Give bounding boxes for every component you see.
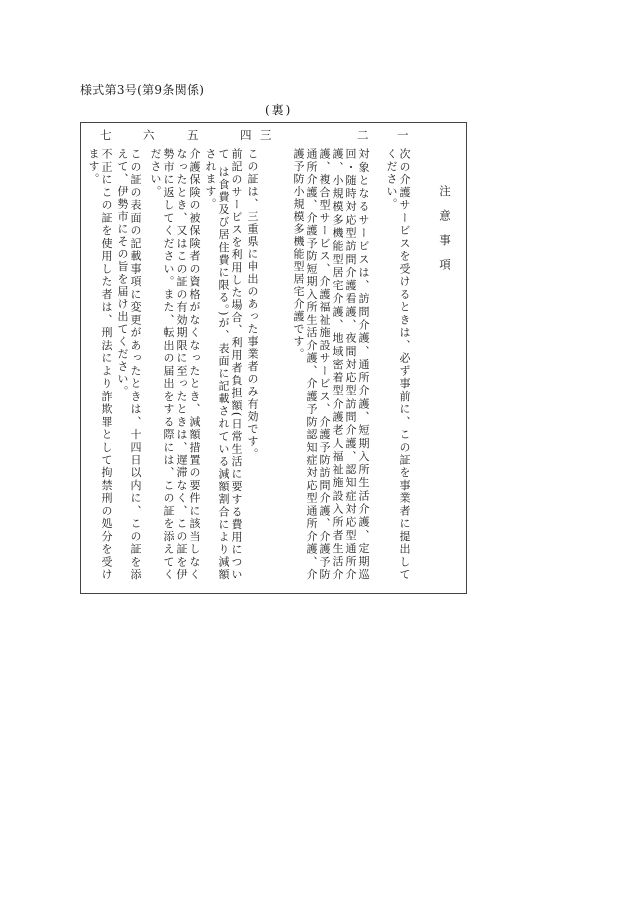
item-1-number: 一 [397,128,409,142]
item-7-text: 不正にこの証を使用した者は、刑法により詐欺罪として拘禁刑の処分を受けます。 [87,148,113,581]
form-number-label: 様式第3号(第9条関係) [80,83,205,97]
item-7-number: 七 [100,128,112,142]
item-4-text: 前記のサービスを利用した場合、利用者負担額(日常生活に要する費用について は食費及び居住費に限る。)が、表面に記載されている減額割合により減額されます。 [204,148,243,581]
item-5-text: 介護保険の被保険者の資格がなくなったとき、減額措置の要件に該当しなくなったとき、又はこの証の有効期限に至ったときは、遅滞なく、この証を伊勢市に返してください。また、転出の届出をする際には、この証を添えてください。 [149,148,201,582]
item-5-number: 五 [187,128,199,142]
item-1-text: 次の介護サービスを受けるときは、必ず事前に、この証を事業者に提出してください。 [385,148,411,582]
notice-title: 注意事項 [438,185,452,283]
reverse-side-label: (裏) [265,103,293,117]
item-6-text: この証の表面の記載事項に変更があったときは、十四日以内に、この証を添えて、伊勢市にその旨を届け出てください。 [116,148,142,581]
item-2-text: 対象となるサービスは、訪問介護、通所介護、短期入所生活介護、定期巡回・随時対応型訪問介護看護、夜間対応型訪問介護、認知症対応型通所介護、小規模多機能型居宅介護、地域密着型介護老人福祉施設入所者生活介護、複合型サービス、介護福祉施設サービス、介護予防訪問介護、介護予防通所介護、介護予防短期入所生活介護、介護予防認知症対応型通所介護、介護予防小規模多機能型居宅介護です。 [292,148,370,581]
item-6-number: 六 [143,128,155,142]
item-4-number: 四 [240,128,252,142]
item-3-number: 三 [260,128,272,142]
item-3-text: この証は、三重県に申出のあった事業者のみ有効です。 [246,148,259,461]
item-2-number: 二 [357,128,369,142]
